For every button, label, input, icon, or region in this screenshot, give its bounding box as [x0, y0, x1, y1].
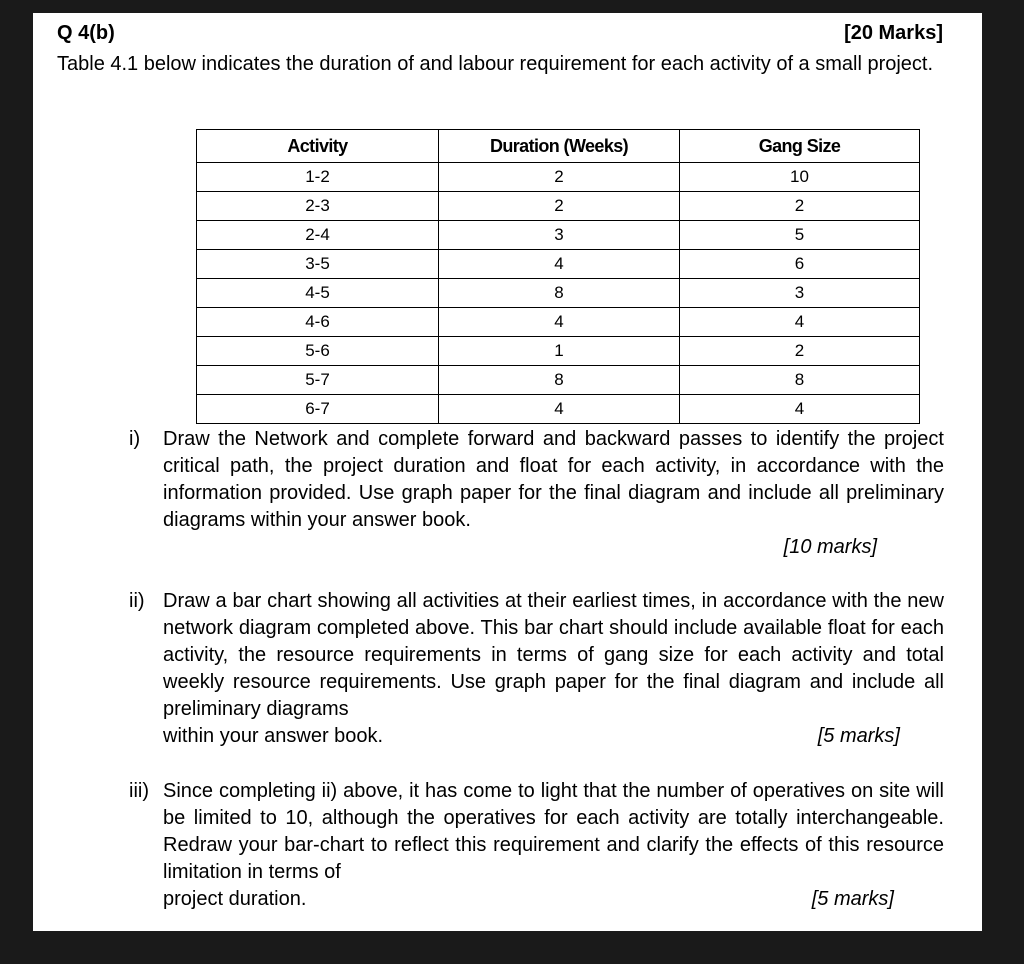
activity-cell: 6-7	[197, 395, 439, 424]
question-body: Draw the Network and complete forward and backward passes to identify the project critical path, the project duration and float for each activity, in accordance with the information provided. Use graph paper for the final diagram and include all preliminary diagrams within your answer book.	[163, 428, 944, 531]
table-row	[197, 250, 920, 279]
column-header-gang-size: Gang Size	[680, 130, 920, 163]
question-iii	[129, 778, 944, 913]
table-header-row	[197, 130, 920, 163]
table-row	[197, 163, 920, 192]
table-row	[197, 308, 920, 337]
table-row	[197, 366, 920, 395]
duration-cell: 2	[439, 163, 680, 192]
table-row	[197, 192, 920, 221]
question-marks: [5 marks]	[817, 725, 900, 747]
duration-cell: 4	[439, 308, 680, 337]
table-row	[197, 337, 920, 366]
question-label: Q 4(b)	[57, 22, 115, 44]
table-row	[197, 395, 920, 424]
question-body: Draw a bar chart showing all activities at their earliest times, in accordance with the new network diagram completed above. This bar chart should include available float for each activity, the resource requirements in terms of gang size for each activity and total weekly resource requirements. Use graph paper for the final diagram and include all preliminary diagrams	[163, 590, 944, 720]
duration-cell: 8	[439, 279, 680, 308]
activity-cell: 4-6	[197, 308, 439, 337]
question-last-line	[163, 886, 944, 913]
gang-size-cell: 2	[680, 192, 920, 221]
question-body: Since completing ii) above, it has come to light that the number of operatives on site will be limited to 10, although the operatives for each activity are totally interchangeable. Redraw your bar-chart to reflect this requirement and clarify the effects of this resource limitation in terms of	[163, 780, 944, 883]
activity-cell: 5-7	[197, 366, 439, 395]
duration-cell: 4	[439, 395, 680, 424]
activity-cell: 3-5	[197, 250, 439, 279]
gang-size-cell: 6	[680, 250, 920, 279]
duration-cell: 1	[439, 337, 680, 366]
gang-size-cell: 3	[680, 279, 920, 308]
gang-size-cell: 10	[680, 163, 920, 192]
duration-cell: 8	[439, 366, 680, 395]
gang-size-cell: 5	[680, 221, 920, 250]
gang-size-cell: 2	[680, 337, 920, 366]
table-row	[197, 221, 920, 250]
question-text	[163, 778, 944, 913]
total-marks: [20 Marks]	[844, 22, 943, 44]
activity-cell: 1-2	[197, 163, 439, 192]
gang-size-cell: 8	[680, 366, 920, 395]
duration-cell: 2	[439, 192, 680, 221]
question-text	[163, 588, 944, 750]
activity-cell: 5-6	[197, 337, 439, 366]
question-ii	[129, 588, 944, 750]
question-body-end: within your answer book.	[163, 725, 384, 747]
activity-cell: 2-3	[197, 192, 439, 221]
question-text	[163, 426, 944, 561]
column-header-duration: Duration (Weeks)	[439, 130, 680, 163]
question-last-line	[163, 723, 944, 750]
question-marks: [5 marks]	[811, 888, 894, 910]
gang-size-cell: 4	[680, 308, 920, 337]
activity-cell: 4-5	[197, 279, 439, 308]
question-i	[129, 426, 944, 561]
question-sheet	[33, 13, 982, 931]
question-number: iii)	[129, 780, 149, 802]
duration-cell: 3	[439, 221, 680, 250]
column-header-activity: Activity	[197, 130, 439, 163]
question-header	[57, 22, 943, 45]
duration-cell: 4	[439, 250, 680, 279]
question-body-end: project duration.	[163, 888, 307, 910]
question-number: ii)	[129, 590, 145, 612]
intro-text: Table 4.1 below indicates the duration of and labour requirement for each activity of a small project.	[57, 53, 934, 75]
activity-table	[196, 129, 920, 424]
gang-size-cell: 4	[680, 395, 920, 424]
question-number: i)	[129, 428, 141, 450]
question-marks: [10 marks]	[783, 536, 877, 558]
activity-cell: 2-4	[197, 221, 439, 250]
table-row	[197, 279, 920, 308]
